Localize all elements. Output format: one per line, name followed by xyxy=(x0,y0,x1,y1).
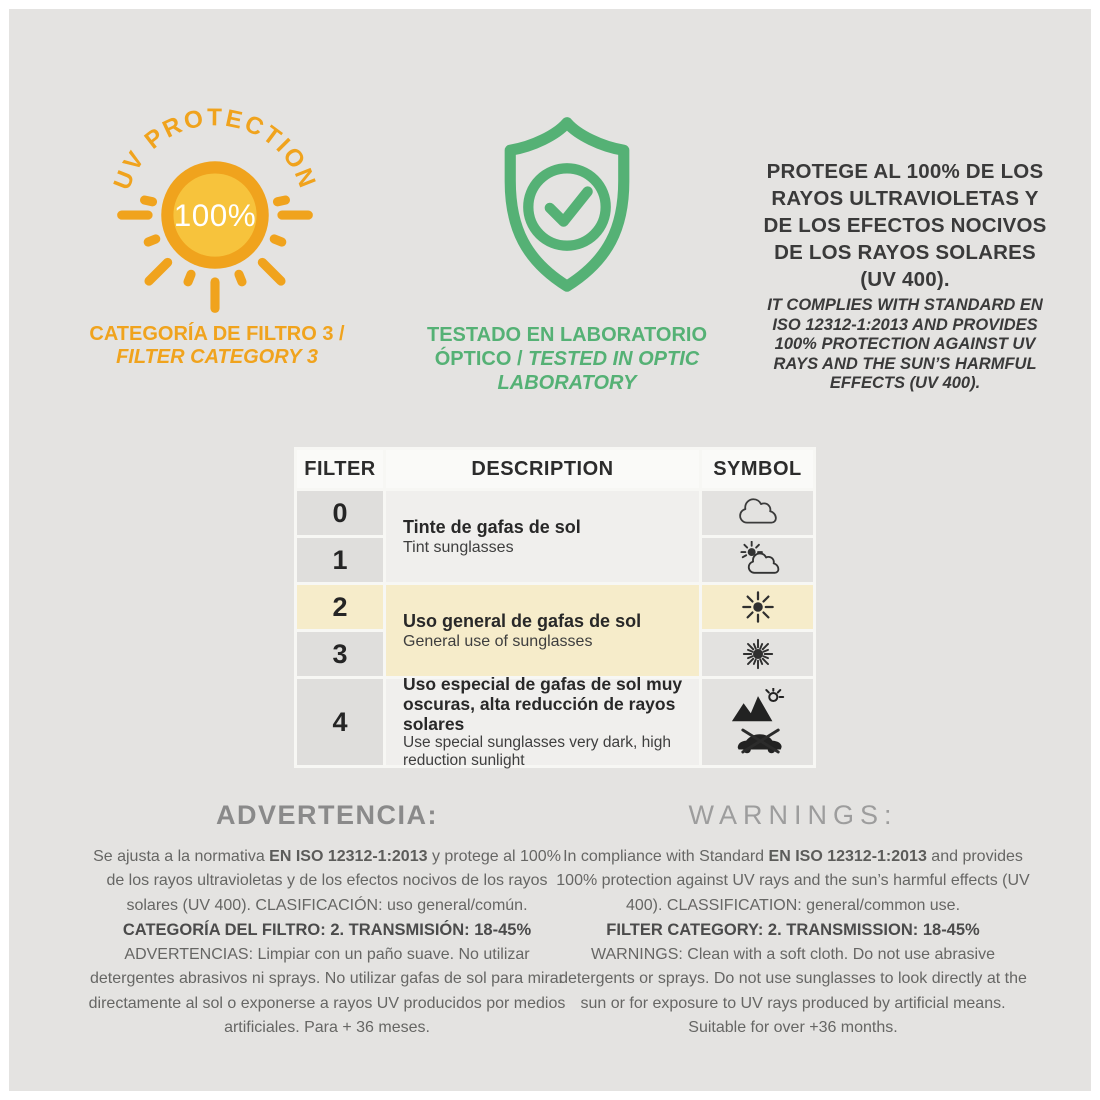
warnings-en-p1-pre: In compliance with Standard xyxy=(563,847,769,865)
shield-check-icon xyxy=(481,109,653,305)
no-driving-car-icon xyxy=(731,726,785,756)
description-es-line1: Uso especial de gafas de sol muy xyxy=(403,674,683,694)
warnings-es-p1-standard: EN ISO 12312-1:2013 xyxy=(269,847,428,865)
lab-tested-caption-es: TESTADO EN LABORATORIO ÓPTICO xyxy=(427,324,707,370)
warnings-es-p1-post: y protege al 100% de los rayos ultravioletas y de los efectos nocivos de los rayos solares (UV 400). CLASIFICACIÓN: uso general/común. xyxy=(106,847,561,914)
warnings-en-p1-standard: EN ISO 12312-1:2013 xyxy=(768,847,927,865)
uv-percent-label: 100% xyxy=(173,198,257,234)
warnings-spanish-section xyxy=(85,800,569,1041)
infographic-canvas xyxy=(9,9,1091,1091)
lab-caption-separator: / xyxy=(516,348,523,370)
filter-number-0: 0 xyxy=(297,491,383,535)
description-filters-2-3 xyxy=(386,585,699,676)
filter-number-4: 4 xyxy=(297,679,383,765)
warnings-es-paragraph-1 xyxy=(85,845,569,919)
protection-note xyxy=(757,158,1053,394)
column-header-filter: FILTER xyxy=(297,450,383,488)
symbol-cell-0 xyxy=(702,491,813,535)
description-filter-4 xyxy=(386,674,699,769)
filter-number-2: 2 xyxy=(297,585,383,629)
warnings-es-paragraph-2: ADVERTENCIAS: Limpiar con un paño suave. No utilizar detergentes abrasivos ni sprays. No utilizar gafas de sol para mirar directamente al sol o exponerse a rayos UV producidos por medios artificiales. Para + 36 meses. xyxy=(88,945,566,1036)
lab-tested-caption xyxy=(409,323,725,395)
description-en-line1: Use special sunglasses very dark, high xyxy=(403,734,671,751)
description-es: Uso general de gafas de sol xyxy=(403,610,642,631)
mountains-sun-icon xyxy=(731,688,785,724)
warnings-en-filter-category-line: FILTER CATEGORY: 2. TRANSMISSION: 18-45% xyxy=(606,921,980,939)
lab-tested-caption-en: TESTED IN OPTIC LABORATORY xyxy=(497,348,700,394)
warnings-en-paragraph-2: WARNINGS: Clean with a soft cloth. Do not use abrasive detergents or sprays. Do not use sunglasses to look directly at the sun or for exposure to UV rays produced by artificial means. Suitable for over +36 months. xyxy=(559,945,1027,1036)
filter-number-3: 3 xyxy=(297,632,383,676)
bright-sun-icon xyxy=(738,634,778,674)
sun-icon xyxy=(739,588,777,626)
warnings-es-filter-category-line: CATEGORÍA DEL FILTRO: 2. TRANSMISIÓN: 18-45% xyxy=(122,921,532,939)
description-en: General use of sunglasses xyxy=(403,632,593,650)
sun-100-icon xyxy=(73,85,357,339)
uv-protection-arc-text: UV PROTECTION xyxy=(108,104,322,194)
filter-category-caption-es: CATEGORÍA DE FILTRO 3 / xyxy=(89,323,345,345)
column-header-symbol: SYMBOL xyxy=(702,450,813,488)
filter-category-caption xyxy=(47,323,387,369)
warnings-es-heading: ADVERTENCIA: xyxy=(215,800,438,830)
description-filters-0-1 xyxy=(386,491,699,582)
warnings-english-section xyxy=(551,800,1035,1041)
filter-category-caption-en: FILTER CATEGORY 3 xyxy=(116,346,318,368)
warnings-en-p1-post: and provides 100% protection against UV rays and the sun’s harmful effects (UV 400). CLASSIFICATION: general/common use. xyxy=(556,847,1030,914)
table-body xyxy=(297,491,813,769)
description-en: Tint sunglasses xyxy=(403,538,514,556)
description-es: Tinte de gafas de sol xyxy=(403,516,581,537)
sun-behind-cloud-icon xyxy=(734,541,782,579)
warnings-es-p1-pre: Se ajusta a la normativa xyxy=(93,847,270,865)
column-header-description: DESCRIPTION xyxy=(386,450,699,488)
table-header-row xyxy=(297,450,813,488)
description-es-line2: oscuras, alta reducción de rayos solares xyxy=(403,694,676,734)
protection-note-es: PROTEGE AL 100% DE LOS RAYOS ULTRAVIOLETAS Y DE LOS EFECTOS NOCIVOS DE LOS RAYOS SOLARES (UV 400). xyxy=(763,160,1047,291)
description-en-line2: reduction sunlight xyxy=(403,752,525,769)
warnings-en-heading: WARNINGS: xyxy=(688,800,898,830)
protection-note-en: IT COMPLIES WITH STANDARD EN ISO 12312-1:2013 AND PROVIDES 100% PROTECTION AGAINST UV RAYS AND THE SUN’S HARMFUL EFFECTS (UV 400). xyxy=(767,296,1043,392)
warnings-en-paragraph-1 xyxy=(551,845,1035,919)
cloud-icon xyxy=(736,498,780,528)
symbol-cell-2 xyxy=(702,585,813,629)
filter-number-1: 1 xyxy=(297,538,383,582)
filter-category-table xyxy=(294,447,816,768)
symbol-cell-1 xyxy=(702,538,813,582)
symbol-cell-4 xyxy=(702,679,813,765)
symbol-cell-3 xyxy=(702,632,813,676)
